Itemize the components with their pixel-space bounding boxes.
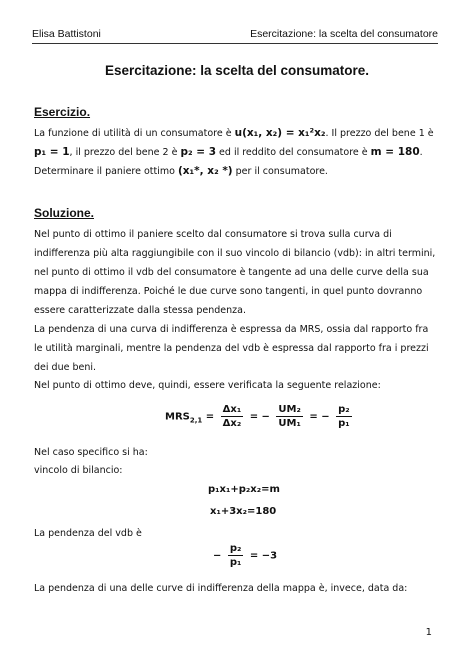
solution-paragraph-1: Nel punto di ottimo il paniere scelto dal consumatore si trova sulla curva di indifferenza più alta raggiungibile con il suo vincolo di bilancio (vdb): in altri termini, nel punto di ottimo il vdb del consumatore è tangente ad una delle curve della sua mappa di indifferenza. Poiché le due curve sono tangenti, in quel punto dovranno essere caratterizzate dalla stessa pendenza. — [34, 229, 436, 316]
solution-heading: Soluzione. — [34, 206, 94, 220]
fraction-dx: $\frac{\text{Δx₁}}{\text{Δx₂}}$ — [222, 404, 242, 429]
budget-slope-equation: − $\frac{\text{p₂}}{\text{p₁}}$ = −3 — [213, 543, 278, 568]
solution-paragraph-5: vincolo di bilancio: — [34, 465, 123, 476]
price-good-2: p₂ = 3 — [180, 146, 217, 158]
fraction-prices: $\frac{\text{p₂}}{\text{p₁}}$ — [338, 404, 350, 429]
solution-paragraph-2: La pendenza di una curva di indifferenza è espressa da MRS, ossia dal rapporto fra le utilità marginali, mentre la pendenza del vdb è espressa dal rapporto fra i prezzi dei due beni. — [34, 324, 429, 373]
exercise-text: La funzione di utilità di un consumatore è u(x₁, x₂) = x₁²x₂. Il prezzo del bene 1 è p₁ = 1, il prezzo del bene 2 è p₂ = 3 ed il reddito del consumatore è m = 180. Determinare il paniere ottimo (x₁*, x₂ *) per il consumatore. — [34, 127, 434, 177]
solution-paragraph-6: La pendenza del vdb è — [34, 528, 142, 539]
solution-paragraph-4: Nel caso specifico si ha: — [34, 447, 148, 458]
exercise-heading: Esercizio. — [34, 105, 91, 119]
document-title: Esercitazione: la scelta del consumatore. — [104, 63, 370, 78]
fraction-slope: $\frac{\text{p₂}}{\text{p₁}}$ — [229, 543, 242, 568]
page-header — [32, 28, 438, 44]
solution-paragraph-3: Nel punto di ottimo deve, quindi, essere verificata la seguente relazione: — [34, 380, 381, 391]
budget-constraint-general: p₁x₁+p₂x₂=m — [208, 484, 280, 495]
header-topic: Esercitazione: la scelta del consumatore — [250, 28, 438, 40]
budget-constraint-specific: x₁+3x₂=180 — [210, 506, 277, 517]
optimal-bundle: (x₁*, x₂ *) — [177, 165, 233, 177]
mrs-equation: $MRS_{2,1}$ = $\frac{\text{Δx₁}}{\text{Δx₂}}$ = − $\frac{\text{UM₂}}{\text{UM₁}}$ = − $\frac{\text{p₂}}{\text{p₁}}$ — [165, 404, 350, 429]
page-number: 1 — [425, 627, 432, 638]
income: m = 180 — [370, 146, 420, 158]
fraction-um: $\frac{\text{UM₂}}{\text{UM₁}}$ — [278, 404, 301, 429]
header-author: Elisa Battistoni — [32, 28, 101, 40]
solution-paragraph-7: La pendenza di una delle curve di indifferenza della mappa è, invece, data da: — [34, 583, 408, 594]
price-good-1: p₁ = 1 — [34, 146, 70, 158]
utility-function: u(x₁, x₂) = x₁²x₂ — [234, 127, 326, 139]
